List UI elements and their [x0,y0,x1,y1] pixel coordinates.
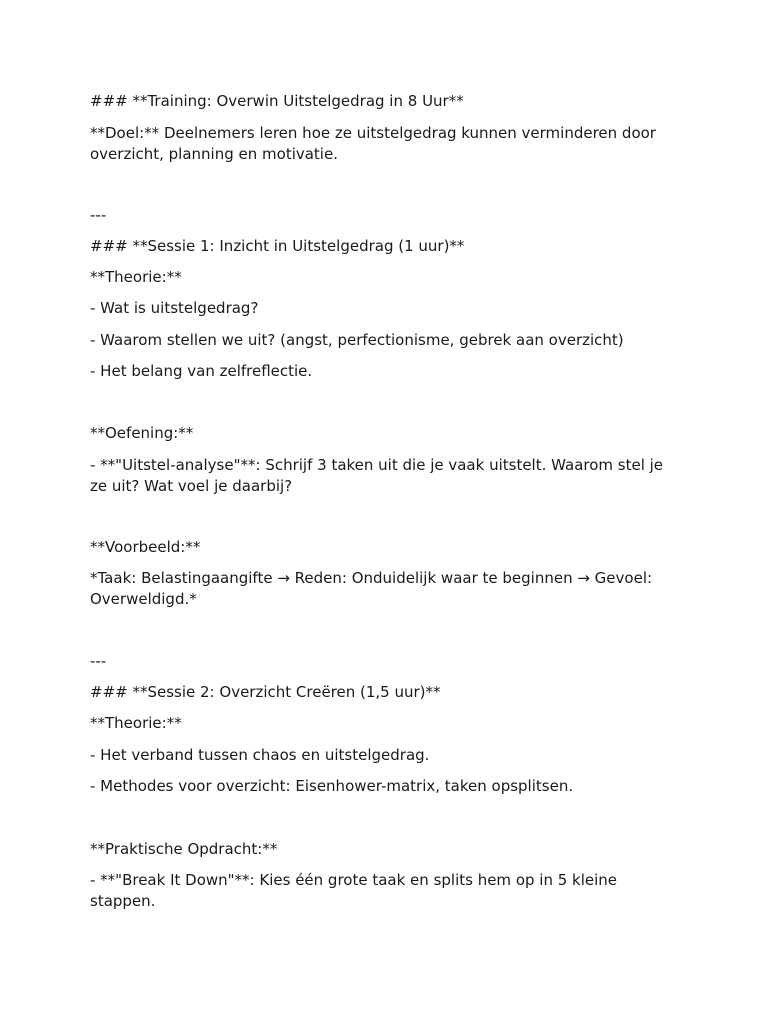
session-1-theory-item: - Het belang van zelfreflectie. [90,362,313,380]
session-1-theory-item: - Wat is uitstelgedrag? [90,299,259,317]
session-1-theory-item: - Waarom stellen we uit? (angst, perfectionisme, gebrek aan overzicht) [90,331,624,349]
session-1-heading: ### **Sessie 1: Inzicht in Uitstelgedrag (1 uur)** [90,237,465,255]
session-1-example-text: *Taak: Belastingaangifte → Reden: Onduidelijk waar te beginnen → Gevoel: Overweldigd.* [90,569,653,608]
session-2-heading: ### **Sessie 2: Overzicht Creëren (1,5 uur)** [90,683,441,701]
session-1-exercise-item: - **"Uitstel-analyse"**: Schrijf 3 taken uit die je vaak uitstelt. Waarom stel je ze uit? Wat voel je daarbij? [90,456,664,495]
session-2-assignment-label: **Praktische Opdracht:** [90,840,278,858]
session-2-assignment-item: - **"Break It Down"**: Kies één grote taak en splits hem op in 5 kleine stappen. [90,871,618,910]
session-2-theory-label: **Theorie:** [90,714,182,732]
document-title: ### **Training: Overwin Uitstelgedrag in 8 Uur** [90,92,464,110]
session-1-example-label: **Voorbeeld:** [90,538,201,556]
section-divider: --- [90,652,107,670]
session-1-theory-label: **Theorie:** [90,268,182,286]
session-2-theory-item: - Methodes voor overzicht: Eisenhower-matrix, taken opsplitsen. [90,777,574,795]
goal-paragraph: **Doel:** Deelnemers leren hoe ze uitstelgedrag kunnen verminderen door overzicht, planning en motivatie. [90,124,656,163]
section-divider: --- [90,206,107,224]
session-1-exercise-label: **Oefening:** [90,424,194,442]
session-2-theory-item: - Het verband tussen chaos en uitstelgedrag. [90,746,430,764]
